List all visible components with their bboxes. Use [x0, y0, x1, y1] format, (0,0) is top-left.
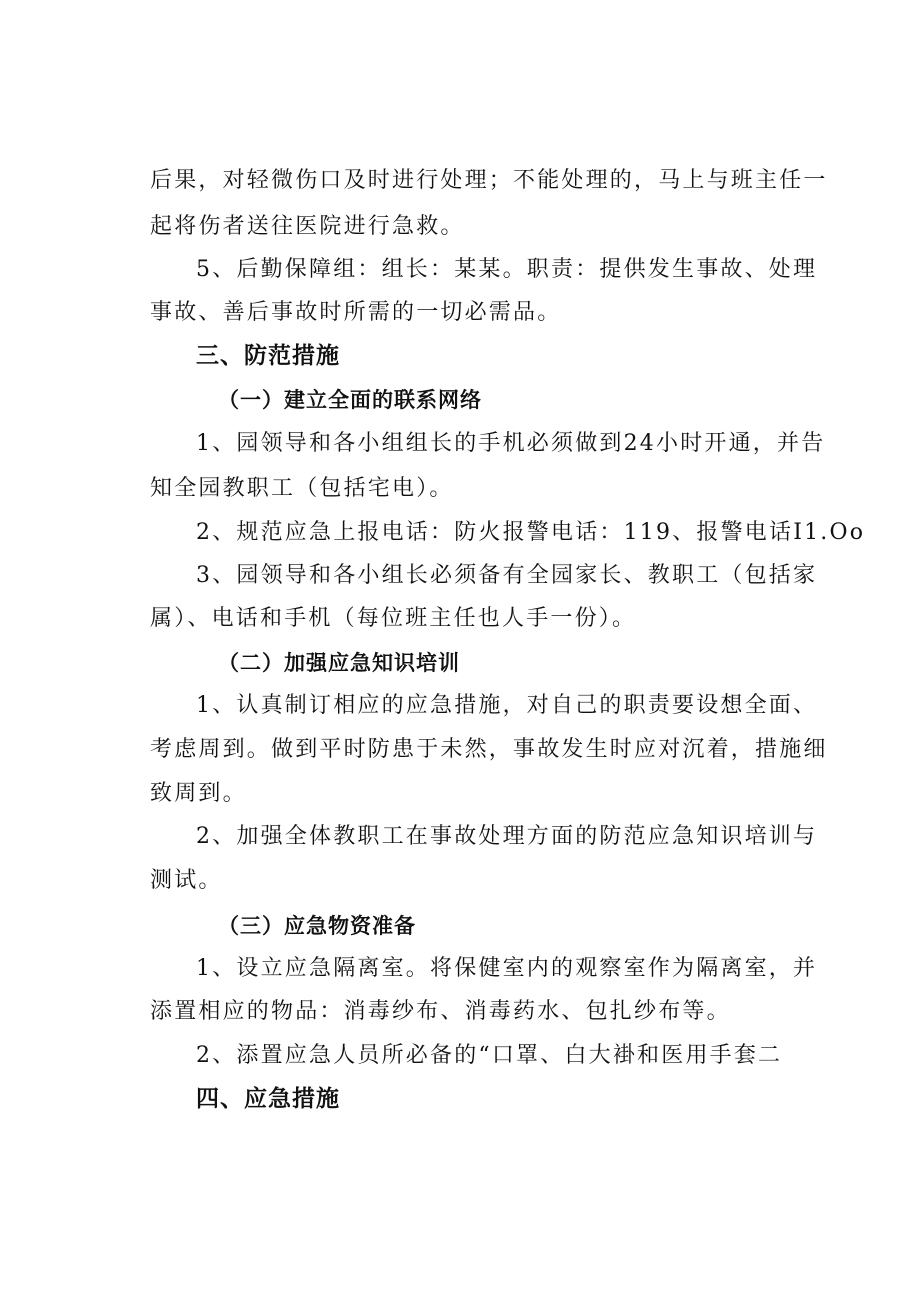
body-text-line: 5、后勤保障组：组长：某某。职责：提供发生事故、处理: [196, 257, 818, 282]
body-text-line: 2、规范应急上报电话：防火报警电话：119、报警电话I1.Oo: [196, 520, 866, 545]
subsection-heading: （二）加强应急知识培训: [218, 651, 460, 675]
body-text-line: 添置相应的物品：消毒纱布、消毒药水、包扎纱布等。: [150, 999, 731, 1024]
body-text-line: 起将伤者送往医院进行急救。: [150, 214, 465, 239]
subsection-heading: （三）应急物资准备: [218, 914, 416, 938]
body-text-line: 1、认真制订相应的应急措施，对自己的职责要设想全面、: [196, 693, 818, 718]
subsection-heading: （一）建立全面的联系网络: [218, 388, 482, 412]
body-text-line: 测试。: [150, 868, 223, 893]
body-text-line: 1、设立应急隔离室。将保健室内的观察室作为隔离室，并: [196, 956, 818, 981]
section-heading: 三、防范措施: [196, 343, 340, 369]
body-text-line: 致周到。: [150, 781, 247, 806]
body-text-line: 2、加强全体教职工在事故处理方面的防范应急知识培训与: [196, 824, 818, 849]
section-heading: 四、应急措施: [196, 1086, 340, 1112]
body-text-line: 知全园教职工（包括宅电）。: [150, 476, 454, 501]
body-text-line: 属）、电话和手机（每位班主任也人手一份）。: [150, 606, 637, 631]
body-text-line: 2、添置应急人员所必备的“口罩、白大褂和医用手套二: [196, 1043, 783, 1068]
body-text-line: 3、园领导和各小组长必须备有全园家长、教职工（包括家: [196, 563, 818, 588]
body-text-line: 考虑周到。做到平时防患于未然，事故发生时应对沉着，措施细: [150, 737, 828, 762]
body-text-line: 1、园领导和各小组组长的手机必须做到24小时开通，并告: [196, 431, 826, 456]
body-text-line: 后果，对轻微伤口及时进行处理；不能处理的，马上与班主任一: [150, 168, 828, 193]
body-text-line: 事故、善后事故时所需的一切必需品。: [150, 300, 562, 325]
